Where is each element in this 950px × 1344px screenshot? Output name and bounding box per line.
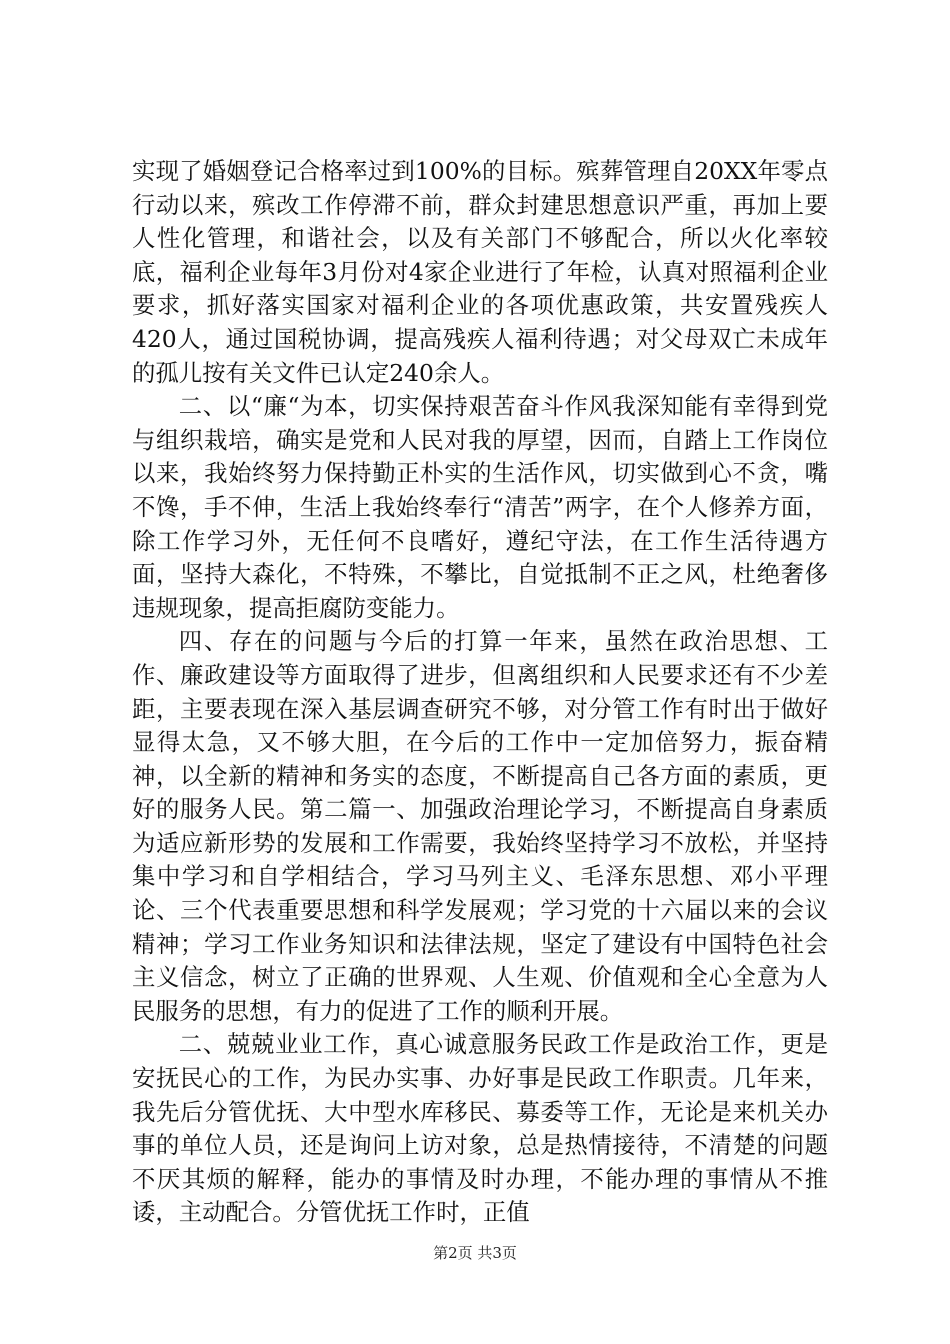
paragraph-3: 四、存在的问题与今后的打算一年来，虽然在政治思想、工作、廉政建设等方面取得了进步，但离组织和人民要求还有不少差距，主要表现在深入基层调查研究不够，对分管工作有时出于做好显得太急，又不够大胆，在今后的工作中一定加倍努力，振奋精神，以全新的精神和务实的态度，不断提高自己各方面的素质，更好的服务人民。第二篇一、加强政治理论学习，不断提高自身素质为适应新形势的发展和工作需要，我始终坚持学习不放松，并坚持集中学习和自学相结合，学习马列主义、毛泽东思想、邓小平理论、三个代表重要思想和科学发展观；学习党的十六届以来的会议精神；学习工作业务知识和法律法规，坚定了建设有中国特色社会主义信念，树立了正确的世界观、人生观、价值观和全心全意为人民服务的思想，有力的促进了工作的顺利开展。 [132,627,828,1025]
paragraph-1: 实现了婚姻登记合格率过到100%的目标。殡葬管理自20XX年零点行动以来，殡改工作停滞不前，群众封建思想意识严重，再加上要人性化管理，和谐社会，以及有关部门不够配合，所以火化率较底，福利企业每年3月份对4家企业进行了年检，认真对照福利企业要求，抓好落实国家对福利企业的各项优惠政策，共安置残疾人420人，通过国税协调，提高残疾人福利待遇；对父母双亡未成年的孤儿按有关文件已认定240余人。 [132,157,828,387]
paragraph-2: 二、以“廉“为本，切实保持艰苦奋斗作风我深知能有幸得到党与组织栽培，确实是党和人民对我的厚望，因而，自踏上工作岗位以来，我始终努力保持勤正朴实的生活作风，切实做到心不贪，嘴不馋，手不伸，生活上我始终奉行“清苦”两字，在个人修养方面，除工作学习外，无任何不良嗜好，遵纪守法，在工作生活待遇方面，坚持大森化，不特殊，不攀比，自觉抵制不正之风，杜绝奢侈违规现象，提高拒腐防变能力。 [132,392,828,622]
page-number-footer: 第2页 共3页 [433,1244,517,1262]
document-body [132,155,828,1230]
paragraph-4: 二、兢兢业业工作，真心诚意服务民政工作是政治工作，更是安抚民心的工作，为民办实事、办好事是民政工作职责。几年来，我先后分管优抚、大中型水库移民、募委等工作，无论是来机关办事的单位人员，还是询问上访对象，总是热情接待，不清楚的问题不厌其烦的解释，能办的事情及时办理，不能办理的事情从不推诿，主动配合。分管优抚工作时，正值 [132,1030,828,1227]
